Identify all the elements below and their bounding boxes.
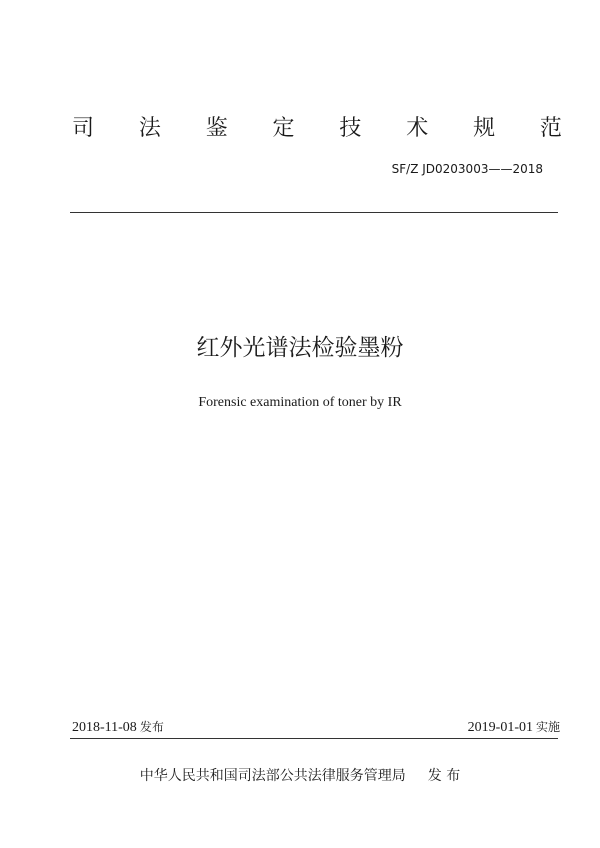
category-char: 技 [339, 116, 362, 141]
implement-date-group [468, 718, 560, 737]
publish-label: 发布 [139, 720, 164, 734]
document-category [72, 114, 562, 144]
footer-divider [70, 738, 558, 739]
category-char: 术 [406, 116, 429, 141]
category-char: 定 [272, 116, 295, 141]
implement-date: 2019-01-01 [467, 720, 533, 735]
header-divider [70, 212, 558, 213]
date-row [72, 718, 560, 737]
implement-label: 实施 [535, 720, 560, 734]
category-char: 法 [138, 116, 161, 141]
category-char: 司 [72, 116, 95, 141]
issuer-name: 中华人民共和国司法部公共法律服务管理局 [139, 768, 406, 784]
issue-label: 发 布 [427, 768, 461, 784]
category-char: 范 [539, 116, 562, 141]
document-title-english: Forensic examination of toner by IR [198, 395, 402, 410]
standard-number: SF/Z JD0203003——2018 [391, 162, 543, 176]
publish-date-group [72, 718, 164, 737]
issuer-line [0, 766, 600, 786]
document-title-chinese: 红外光谱法检验墨粉 [196, 335, 404, 361]
publish-date: 2018-11-08 [72, 720, 137, 735]
category-char: 规 [473, 116, 496, 141]
category-char: 鉴 [205, 116, 228, 141]
